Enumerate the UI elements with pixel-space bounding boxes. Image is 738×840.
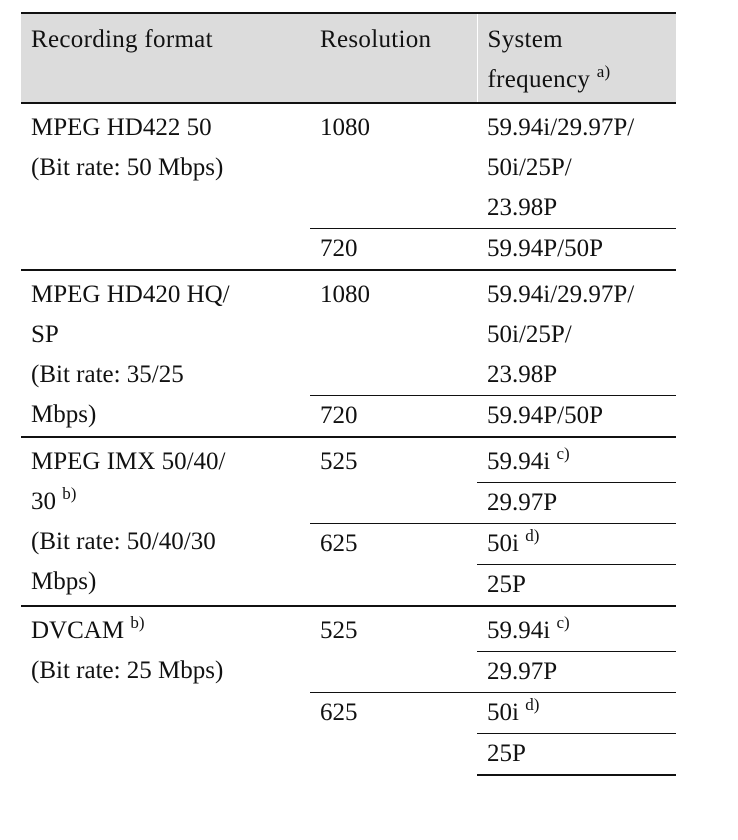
table-row	[21, 437, 676, 483]
table-header-row	[21, 13, 676, 103]
format-cell	[21, 270, 310, 437]
table-row	[21, 270, 676, 396]
frequency-text: 50i	[487, 699, 519, 726]
frequency-text: 59.94i/29.97P/	[487, 114, 635, 141]
frequency-cell: 59.94P/50P	[477, 229, 676, 271]
resolution-cell: 625	[310, 524, 477, 607]
header-frequency-line1: System	[487, 26, 563, 53]
bitrate-text: (Bit rate: 35/25	[31, 361, 184, 388]
frequency-text: 23.98P	[487, 361, 558, 388]
format-text: MPEG IMX 50/40/	[31, 448, 226, 475]
frequency-cell	[477, 693, 676, 734]
format-cell	[21, 437, 310, 606]
bitrate-text: Mbps)	[31, 401, 97, 428]
bitrate-text: (Bit rate: 50 Mbps)	[31, 154, 224, 181]
table-row	[21, 103, 676, 229]
header-resolution	[310, 13, 477, 103]
frequency-cell	[477, 524, 676, 565]
resolution-cell: 720	[310, 229, 477, 271]
footnote-marker: b)	[62, 484, 77, 503]
header-system-frequency	[477, 13, 676, 103]
frequency-cell: 29.97P	[477, 652, 676, 693]
format-text: 30	[31, 488, 56, 515]
resolution-cell: 525	[310, 606, 477, 693]
footnote-marker: d)	[525, 526, 540, 545]
table-row	[21, 606, 676, 652]
frequency-cell: 29.97P	[477, 483, 676, 524]
bitrate-text: (Bit rate: 50/40/30	[31, 528, 216, 555]
footnote-marker: c)	[556, 444, 570, 463]
format-text: MPEG HD420 HQ/	[31, 281, 230, 308]
footnote-marker: b)	[130, 613, 145, 632]
format-text: SP	[31, 321, 59, 348]
recording-format-table	[21, 12, 676, 776]
frequency-cell: 25P	[477, 734, 676, 776]
format-cell	[21, 606, 310, 775]
footnote-marker: c)	[556, 613, 570, 632]
frequency-text: 59.94i	[487, 617, 551, 644]
format-cell	[21, 103, 310, 270]
frequency-text: 59.94i	[487, 448, 551, 475]
frequency-cell	[477, 606, 676, 652]
resolution-cell: 525	[310, 437, 477, 524]
frequency-text: 50i/25P/	[487, 154, 572, 181]
header-recording-format	[21, 13, 310, 103]
footnote-marker: a)	[596, 62, 611, 81]
frequency-cell	[477, 437, 676, 483]
resolution-cell: 1080	[310, 270, 477, 396]
format-text: DVCAM	[31, 617, 125, 644]
frequency-text: 50i/25P/	[487, 321, 572, 348]
frequency-text: 23.98P	[487, 194, 558, 221]
frequency-text: 59.94i/29.97P/	[487, 281, 635, 308]
footnote-marker: d)	[525, 695, 540, 714]
header-recording-format-label: Recording format	[31, 26, 213, 53]
resolution-cell: 1080	[310, 103, 477, 229]
frequency-cell	[477, 103, 676, 229]
resolution-cell: 720	[310, 396, 477, 438]
frequency-cell	[477, 270, 676, 396]
resolution-cell: 625	[310, 693, 477, 776]
format-text: MPEG HD422 50	[31, 114, 212, 141]
frequency-cell: 25P	[477, 565, 676, 607]
frequency-cell: 59.94P/50P	[477, 396, 676, 438]
bitrate-text: (Bit rate: 25 Mbps)	[31, 657, 224, 684]
bitrate-text: Mbps)	[31, 568, 97, 595]
frequency-text: 50i	[487, 530, 519, 557]
header-frequency-line2: frequency	[487, 66, 591, 93]
header-resolution-label: Resolution	[320, 26, 432, 53]
